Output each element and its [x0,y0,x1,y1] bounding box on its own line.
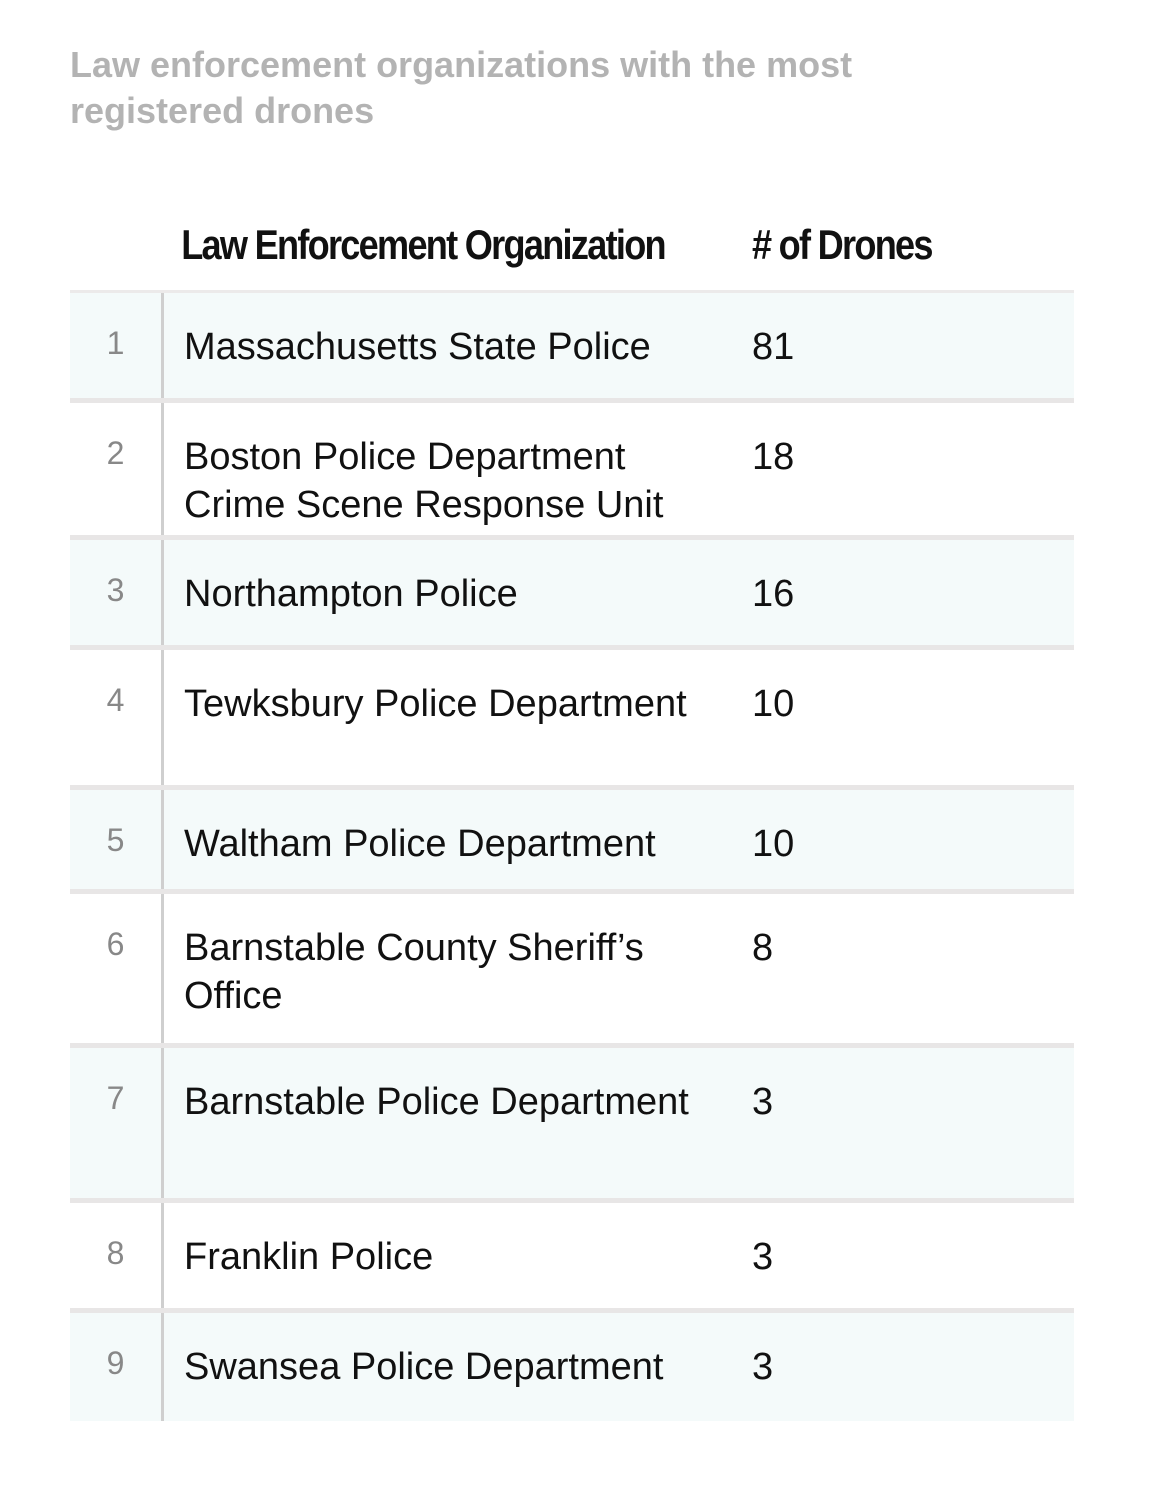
header-drone-count: # of Drones [752,221,932,268]
row-organization: Franklin Police [184,1236,434,1278]
table-row [70,403,1074,540]
row-rank: 2 [70,403,164,535]
row-organization: Swansea Police Department [184,1346,664,1388]
row-rank: 8 [70,1203,164,1308]
row-rank: 5 [70,790,164,889]
drone-table [70,200,1074,1421]
row-organization: Boston Police Department Crime Scene Response Unit [184,436,664,526]
chart-title: Law enforcement organizations with the most registered drones [70,44,853,131]
row-drone-count: 3 [752,1081,774,1123]
table-header [70,200,1074,290]
row-drone-count: 81 [752,326,795,368]
row-drone-count: 18 [752,436,795,478]
row-organization: Waltham Police Department [184,823,656,865]
table-row [70,1203,1074,1313]
table-row [70,894,1074,1048]
row-drone-count: 10 [752,823,795,865]
row-drone-count: 8 [752,927,774,969]
row-drone-count: 10 [752,683,795,725]
row-organization: Barnstable County Sheriff’s Office [184,927,644,1017]
row-rank: 1 [70,293,164,398]
table-row [70,293,1074,403]
table-body [70,290,1074,1421]
row-rank: 4 [70,650,164,785]
table-row [70,540,1074,650]
row-rank: 3 [70,540,164,645]
row-organization: Northampton Police [184,573,518,615]
row-organization: Barnstable Police Department [184,1081,689,1123]
table-row [70,1048,1074,1203]
row-drone-count: 16 [752,573,795,615]
row-rank: 6 [70,894,164,1043]
row-organization: Massachusetts State Police [184,326,651,368]
table-row [70,1313,1074,1421]
table-row [70,790,1074,894]
row-organization: Tewksbury Police Department [184,683,687,725]
row-drone-count: 3 [752,1346,774,1388]
header-organization: Law Enforcement Organization [181,221,665,268]
row-rank: 7 [70,1048,164,1198]
table-row [70,650,1074,790]
row-drone-count: 3 [752,1236,774,1278]
row-rank: 9 [70,1313,164,1421]
